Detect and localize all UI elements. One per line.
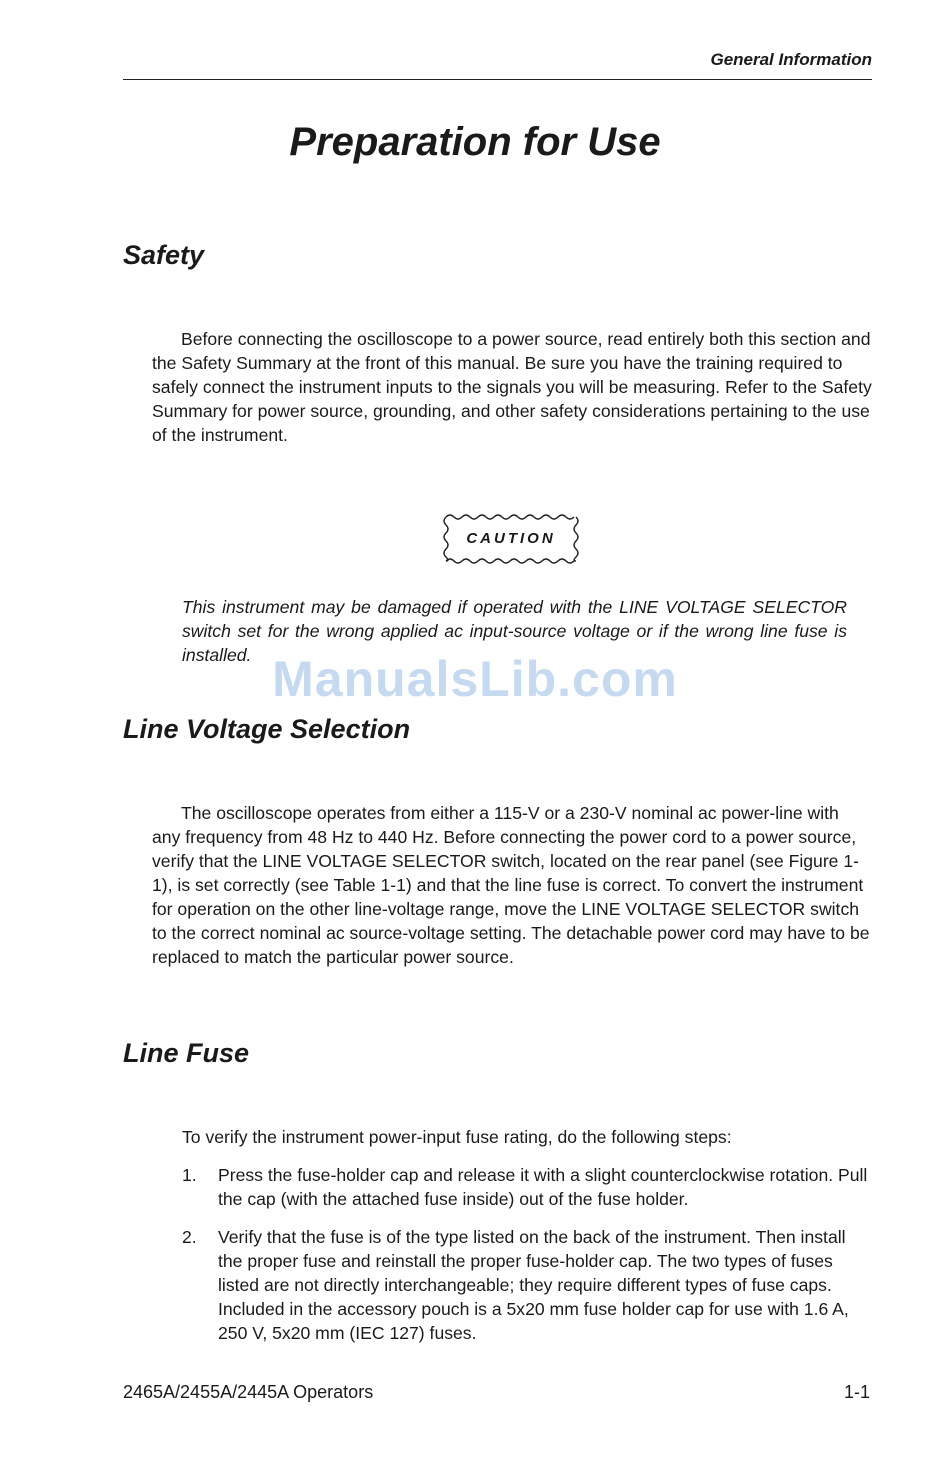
step-number: 2.: [182, 1227, 197, 1247]
line-voltage-heading: Line Voltage Selection: [123, 714, 411, 744]
caution-banner: [442, 512, 580, 566]
list-item: [182, 1163, 872, 1211]
watermark: ManualsLib.com: [272, 651, 678, 707]
safety-heading: Safety: [123, 240, 205, 270]
footer-manual-name: 2465A/2455A/2445A Operators: [123, 1382, 374, 1402]
fuse-steps-list: [182, 1163, 872, 1359]
list-item: [182, 1225, 872, 1345]
step-number: 1.: [182, 1165, 197, 1185]
step-text: Verify that the fuse is of the type listed on the back of the instrument. Then install the proper fuse and reinstall the proper fuse-holder cap. The two types of fuses listed are not directly interchangeable; they require different types of fuse caps. Included in the accessory pouch is a 5x20 mm fuse holder cap for use with 1.6 A, 250 V, 5x20 mm (IEC 127) fuses.: [218, 1227, 849, 1343]
page-title: Preparation for Use: [289, 120, 661, 164]
running-header: General Information: [710, 50, 872, 69]
line-fuse-intro: To verify the instrument power-input fuse rating, do the following steps:: [182, 1127, 732, 1147]
line-fuse-heading: Line Fuse: [123, 1038, 250, 1068]
caution-label: CAUTION: [466, 530, 556, 547]
footer-page-number: 1-1: [843, 1382, 870, 1402]
caution-text: This instrument may be damaged if operated with the LINE VOLTAGE SELECTOR switch set for the wrong applied ac input-source voltage or if the wrong line fuse is installed.: [182, 597, 847, 665]
header-rule: [123, 79, 872, 80]
line-voltage-paragraph: The oscilloscope operates from either a 115-V or a 230-V nominal ac power-line with any frequency from 48 Hz to 440 Hz. Before connecting the power cord to a power source, verify that the LINE VOLTAGE SELECTOR switch, located on the rear panel (see Figure 1-1), is set correctly (see Table 1-1) and that the line fuse is correct. To convert the instrument for operation on the other line-voltage range, move the LINE VOLTAGE SELECTOR switch to the correct nominal ac source-voltage setting. The detachable power cord may have to be replaced to match the particular power source.: [152, 803, 870, 967]
step-text: Press the fuse-holder cap and release it with a slight counterclockwise rotation. Pull the cap (with the attached fuse inside) out of the fuse holder.: [218, 1165, 868, 1209]
safety-paragraph: Before connecting the oscilloscope to a power source, read entirely both this section and the Safety Summary at the front of this manual. Be sure you have the training required to safely connect the instrument inputs to the signals you will be measuring. Refer to the Safety Summary for power source, grounding, and other safety considerations pertaining to the use of the instrument.: [152, 329, 872, 445]
